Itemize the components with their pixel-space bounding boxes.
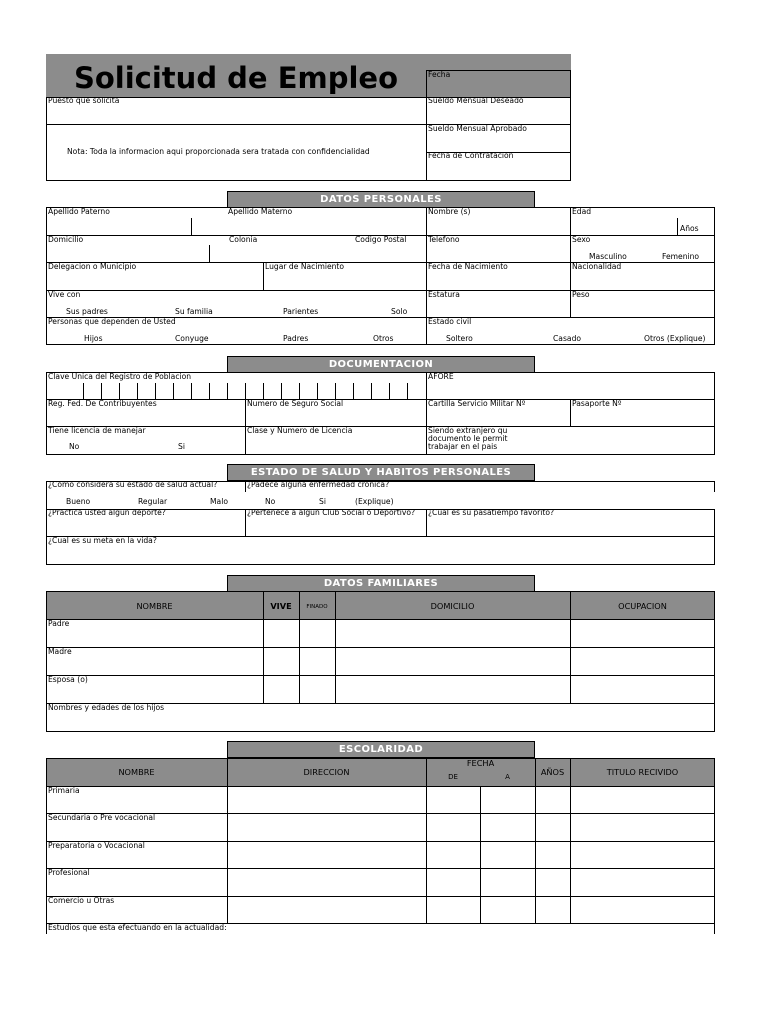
esc-row-comercio: Comercio u Otras [48, 896, 115, 905]
sexo-femenino-option[interactable]: Femenino [662, 252, 700, 261]
section-salud: ESTADO DE SALUD Y HABITOS PERSONALES [227, 464, 535, 481]
vive-solo-option[interactable]: Solo [391, 307, 408, 316]
esc-row-secundaria: Secundaria o Pre vocacional [48, 813, 156, 822]
sexo-masculino-option[interactable]: Masculino [589, 252, 627, 261]
sueldo-deseado-label: Sueldo Mensual Deseado [428, 96, 524, 105]
dep-hijos-option[interactable]: Hijos [84, 334, 103, 343]
esc-col-nombre: NOMBRE [118, 767, 155, 777]
extranjero-label-3: trabajar en el pais [428, 442, 498, 451]
vive-con-label: Vive con [48, 290, 81, 299]
fam-col-vive: VIVE [270, 601, 292, 611]
vive-sus-padres-option[interactable]: Sus padres [66, 307, 108, 316]
fam-col-nombre: NOMBRE [136, 601, 173, 611]
peso-label: Peso [572, 290, 590, 299]
delegacion-label: Delegacion o Municipio [48, 262, 137, 271]
codigo-postal-label: Codigo Postal [355, 235, 407, 244]
telefono-label: Telefono [428, 235, 460, 244]
page-title: Solicitud de Empleo [73, 61, 399, 95]
nss-label: Numero de Seguro Social [247, 399, 344, 408]
estado-civil-label: Estado civil [428, 317, 472, 326]
curp-boxes[interactable] [64, 383, 426, 399]
edad-label: Edad [572, 207, 592, 216]
colonia-label: Colonia [229, 235, 258, 244]
fam-col-domicilio: DOMICILIO [430, 601, 475, 611]
section-datos-personales: DATOS PERSONALES [227, 191, 535, 208]
enfermedad-explique: (Explique) [355, 497, 394, 506]
enfermedad-si-option[interactable]: Si [319, 497, 326, 506]
esc-col-de: DE [448, 773, 458, 781]
licencia-label: Tiene licencia de manejar [48, 426, 146, 435]
sexo-label: Sexo [572, 235, 591, 244]
cartilla-label: Cartilla Servicio Militar Nº [428, 399, 526, 408]
nacionalidad-label: Nacionalidad [572, 262, 622, 271]
enfermedad-label: ¿Padece alguna enfermedad cronica? [247, 480, 390, 489]
club-label: ¿Pertenece a algun Club Social o Deportivo? [247, 508, 416, 517]
pasatiempo-label: ¿Cual es su pasatiempo favorito? [428, 508, 555, 517]
meta-label: ¿Cual es su meta en la vida? [48, 536, 157, 545]
estudios-actuales-label: Estudios que esta efectuando en la actualidad: [48, 923, 227, 932]
rfc-label: Reg. Fed. De Contribuyentes [48, 399, 157, 408]
salud-regular-option[interactable]: Regular [138, 497, 168, 506]
sueldo-aprobado-label: Sueldo Mensual Aprobado [428, 124, 527, 133]
extranjero-label-2: documento le permit [428, 434, 508, 443]
esc-col-titulo: TITULO RECIVIDO [606, 767, 679, 777]
esc-row-profesional: Profesional [48, 868, 90, 877]
extranjero-label-1: Siendo extranjero qu [428, 426, 508, 435]
vive-su-familia-option[interactable]: Su familia [175, 307, 213, 316]
fecha-label: Fecha [428, 70, 451, 79]
salud-bueno-option[interactable]: Bueno [66, 497, 91, 506]
salud-malo-option[interactable]: Malo [210, 497, 228, 506]
estado-salud-label: ¿Como considera su estado de salud actual? [48, 480, 218, 489]
esc-col-anos: AÑOS [540, 767, 565, 777]
licencia-no-option[interactable]: No [69, 442, 80, 451]
dep-otros-option[interactable]: Otros [373, 334, 394, 343]
vive-parientes-option[interactable]: Parientes [283, 307, 319, 316]
esc-col-a: A [505, 773, 510, 781]
clase-licencia-label: Clase y Numero de Licencia [247, 426, 353, 435]
puesto-label: Puesto que solicita [48, 96, 120, 105]
section-datos-familiares: DATOS FAMILIARES [227, 575, 535, 592]
esc-col-direccion: DIRECCION [303, 767, 350, 777]
fam-row-esposa: Esposa (o) [48, 675, 88, 684]
confidentiality-note: Nota: Toda la informacion aqui proporcionada sera tratada con confidencialidad [67, 147, 370, 156]
pasaporte-label: Pasaporte Nº [572, 399, 622, 408]
esc-row-preparatoria: Preparatoria o Vocacional [48, 841, 145, 850]
dep-conyuge-option[interactable]: Conyuge [175, 334, 209, 343]
civil-casado-option[interactable]: Casado [553, 334, 582, 343]
fam-row-madre: Madre [48, 647, 72, 656]
fecha-contratacion-label: Fecha de Contratacion [428, 151, 514, 160]
section-escolaridad: ESCOLARIDAD [227, 741, 535, 758]
fam-col-finado: FINADO [306, 604, 328, 610]
afore-label: AFORE [428, 372, 454, 381]
dep-padres-option[interactable]: Padres [283, 334, 309, 343]
nombres-label: Nombre (s) [428, 207, 471, 216]
apellido-paterno-label: Apellido Paterno [48, 207, 110, 216]
section-documentacion: DOCUMENTACION [227, 356, 535, 373]
lugar-nacimiento-label: Lugar de Nacimiento [265, 262, 345, 271]
civil-soltero-option[interactable]: Soltero [446, 334, 473, 343]
estatura-label: Estatura [428, 290, 460, 299]
fecha-nacimiento-label: Fecha de Nacimiento [428, 262, 508, 271]
puesto-field[interactable] [47, 105, 425, 123]
domicilio-label: Domicilio [48, 235, 84, 244]
deporte-label: ¿Practica usted algun deporte? [48, 508, 166, 517]
esc-row-primaria: Primaria [48, 786, 80, 795]
apellido-materno-label: Apellido Materno [228, 207, 293, 216]
anos-label: Años [680, 224, 699, 233]
curp-label: Clave Unica del Registro de Poblacion [48, 372, 192, 381]
enfermedad-no-option[interactable]: No [265, 497, 276, 506]
fam-row-padre: Padre [48, 619, 70, 628]
civil-otros-option[interactable]: Otros (Explique) [644, 334, 706, 343]
dependientes-label: Personas que dependen de Usted [48, 317, 176, 326]
licencia-si-option[interactable]: Si [178, 442, 185, 451]
fam-hijos-label: Nombres y edades de los hijos [48, 703, 165, 712]
esc-col-fecha: FECHA [466, 758, 495, 768]
fam-col-ocupacion: OCUPACION [618, 601, 667, 611]
